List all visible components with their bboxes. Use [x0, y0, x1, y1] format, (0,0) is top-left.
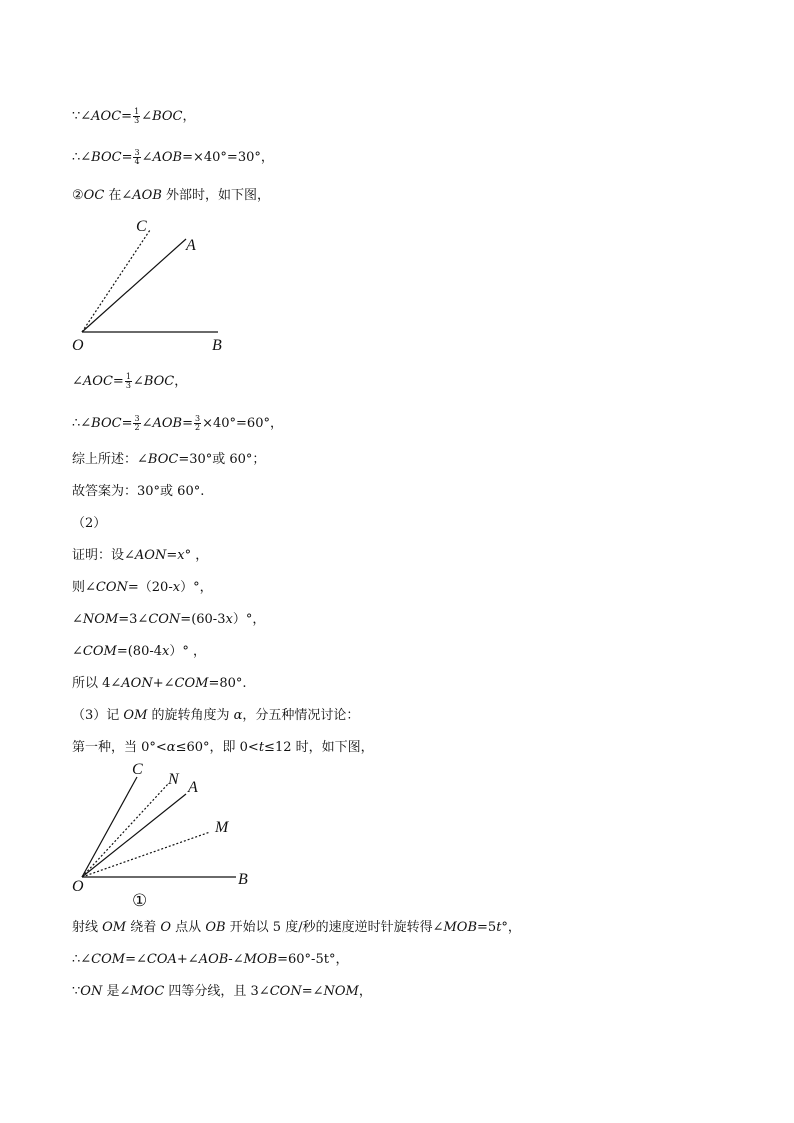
solution-line-13 [72, 675, 247, 693]
text: ， [174, 374, 188, 389]
text: ）° ， [169, 644, 206, 659]
var: x [225, 612, 233, 627]
solution-line-7 [72, 483, 204, 501]
ray-oa [82, 239, 186, 332]
var: CON [95, 580, 128, 595]
text: =（20- [127, 580, 173, 595]
var: CON [148, 612, 181, 627]
var: x [172, 580, 181, 595]
var: CON [269, 984, 302, 999]
text: = [121, 109, 133, 124]
var: t [258, 740, 265, 755]
denominator: 3 [134, 116, 140, 125]
var: AOC [82, 374, 113, 389]
text: 所以 4∠ [72, 676, 122, 691]
numerator: 3 [134, 148, 140, 157]
text: ∴∠ [72, 952, 92, 967]
text: 射线 [72, 920, 103, 935]
solution-line-2 [72, 149, 274, 167]
text: ， [182, 109, 196, 124]
text: 综上所述：∠ [72, 452, 148, 467]
text: =30°或 60°； [178, 452, 266, 467]
var: AOB [152, 416, 183, 431]
text: =3∠ [118, 612, 149, 627]
var: COM [174, 676, 209, 691]
text: ）°， [180, 580, 213, 595]
text: ∠ [72, 612, 83, 627]
text: ∠ [141, 416, 153, 431]
solution-line-15 [72, 739, 374, 757]
text: +∠ [176, 952, 199, 967]
text: ∠ [72, 644, 83, 659]
denominator: 4 [134, 157, 140, 166]
text: 绕着 [126, 920, 161, 935]
text: -∠ [228, 952, 244, 967]
text: ∠ [132, 374, 144, 389]
label-b: B [212, 337, 222, 354]
text: 第一种，当 0°< [72, 740, 167, 755]
text: = [121, 150, 133, 165]
ray-om [82, 832, 210, 877]
text: ， [358, 984, 372, 999]
var: BOC [152, 109, 183, 124]
text: ，分五种情况讨论： [242, 708, 360, 723]
text: ° ， [184, 548, 209, 563]
var: BOC [91, 416, 122, 431]
text: ∴∠ [72, 150, 92, 165]
var: MOB [443, 920, 478, 935]
text: = [121, 416, 133, 431]
solution-line-5 [72, 415, 283, 433]
label-a: A [186, 237, 196, 254]
label-o: O [72, 337, 84, 354]
solution-line-4 [72, 373, 187, 391]
solution-line-9 [72, 547, 208, 565]
var: BOC [147, 452, 179, 467]
text: ∠ [141, 150, 153, 165]
text: =5 [477, 920, 497, 935]
text: ×40°=60°， [202, 416, 283, 431]
var: OM [123, 708, 148, 723]
text: 开始以 5 度/秒的速度逆时针旋转得∠ [225, 920, 444, 935]
var: O [160, 920, 172, 935]
label-b: B [238, 871, 248, 888]
numerator: 1 [125, 372, 131, 381]
var: t [496, 920, 502, 935]
solution-line-6 [72, 451, 265, 469]
label-a: A [188, 779, 198, 796]
text: ∠ [141, 109, 153, 124]
solution-line-17 [72, 951, 348, 969]
label-o: O [72, 878, 84, 895]
text: =×40°=30°， [182, 150, 274, 165]
fraction [133, 149, 140, 166]
var: BOC [143, 374, 175, 389]
var: NOM [82, 612, 119, 627]
var: COA [146, 952, 177, 967]
text: 则∠ [72, 580, 96, 595]
text: ∠ [72, 374, 83, 389]
text: ∴∠ [72, 416, 92, 431]
text: =∠ [301, 984, 324, 999]
solution-line-3 [72, 187, 270, 205]
label-c: C [132, 761, 143, 778]
text: =80°. [208, 676, 247, 691]
text: ∵∠ [72, 109, 92, 124]
text: （2） [72, 516, 107, 531]
var: NOM [323, 984, 359, 999]
var: OB [205, 920, 226, 935]
var: MOC [130, 984, 165, 999]
text: =∠ [125, 952, 147, 967]
solution-line-12 [72, 643, 206, 661]
text: 故答案为：30°或 60°. [72, 484, 205, 499]
denominator: 3 [125, 381, 131, 390]
text: 在∠ [104, 188, 133, 203]
numerator: 3 [195, 414, 201, 423]
solution-line-1 [72, 108, 196, 126]
text: ）°， [232, 612, 266, 627]
solution-line-16 [72, 919, 521, 937]
text: = [182, 416, 193, 431]
numerator: 3 [134, 414, 140, 423]
text: 证明：设∠ [72, 548, 135, 563]
var: COM [82, 644, 117, 659]
figure-angle-aob-outside [60, 210, 250, 360]
text: ≤12 时，如下图， [264, 740, 374, 755]
solution-line-11 [72, 611, 265, 629]
text: ≤60°，即 0< [175, 740, 259, 755]
var: AON [134, 548, 167, 563]
solution-line-10 [72, 579, 213, 597]
denominator: 2 [134, 423, 140, 432]
var: AON [121, 676, 153, 691]
text: ② [72, 188, 84, 203]
text: =60°-5t°， [277, 952, 349, 967]
var: OM [102, 920, 127, 935]
text: = [112, 374, 124, 389]
var: x [177, 548, 185, 563]
var: AOB [132, 188, 162, 203]
var: α [166, 740, 176, 755]
var: COM [91, 952, 126, 967]
figure-case-one [60, 760, 270, 910]
var: AOC [91, 109, 122, 124]
text: 外部时，如下图， [161, 188, 271, 203]
fraction [133, 108, 140, 125]
label-c: C [136, 218, 147, 235]
var: AOB [198, 952, 229, 967]
var: MOB [243, 952, 278, 967]
var: ON [80, 984, 103, 999]
fraction [125, 373, 132, 390]
var: x [162, 644, 170, 659]
text: +∠ [152, 676, 175, 691]
text: 的旋转角度为 [147, 708, 234, 723]
numerator: 1 [134, 107, 140, 116]
text: =(60-3 [180, 612, 226, 627]
denominator: 2 [195, 423, 201, 432]
label-m: M [215, 819, 229, 836]
text: ∵ [72, 984, 81, 999]
var: AOB [152, 150, 183, 165]
solution-line-8 [72, 515, 106, 533]
text: = [166, 548, 178, 563]
var: OC [83, 188, 105, 203]
var: BOC [91, 150, 122, 165]
text: 点从 [171, 920, 206, 935]
text: 是∠ [102, 984, 131, 999]
text: （3）记 [72, 708, 124, 723]
ray-oa [82, 794, 186, 877]
solution-line-14 [72, 707, 359, 725]
text: =(80-4 [116, 644, 162, 659]
fraction [194, 415, 201, 432]
solution-line-18 [72, 983, 372, 1001]
text: °， [501, 920, 521, 935]
var: α [233, 708, 243, 723]
text: 四等分线，且 3∠ [164, 984, 270, 999]
label-n: N [168, 771, 179, 788]
fraction [133, 415, 140, 432]
figure-caption: ① [132, 891, 148, 910]
